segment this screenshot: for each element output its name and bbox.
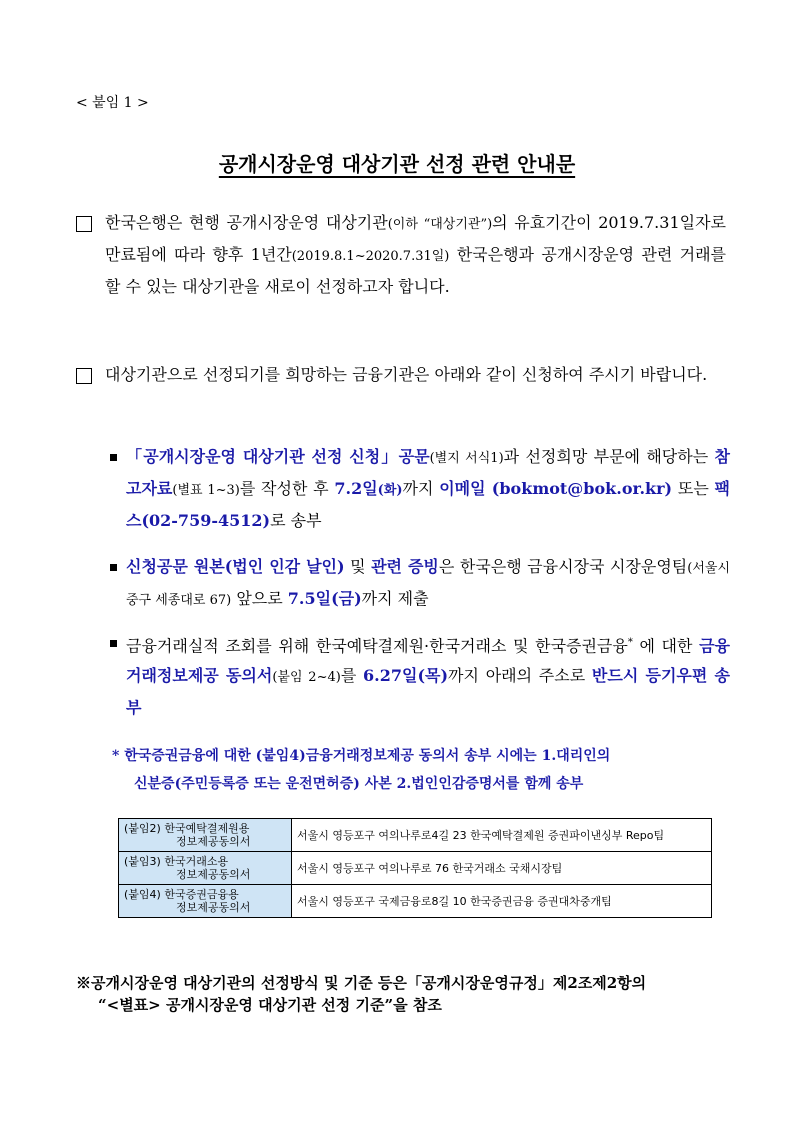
bullet-square-icon: [110, 564, 117, 571]
reference-note: ※공개시장운영 대상기관의 선정방식 및 기준 등은「공개시장운영규정」제2조제2항의 “<별표> 공개시장운영 대상기관 선정 기준”을 참조: [76, 974, 647, 1014]
page-title: 공개시장운영 대상기관 선정 관련 안내문: [218, 152, 576, 176]
attachment-label: < 붙임 1 >: [76, 95, 149, 111]
email-link[interactable]: 이메일 (bokmot@bok.or.kr): [439, 479, 673, 498]
table-row: [119, 819, 712, 852]
footnote: * 한국증권금융에 대한 (붙임4)금융거래정보제공 동의서 송부 시에는 1.대리인의 신분증(주민등록증 또는 운전면허증) 사본 2.법인인감증명서를 함께 송부: [112, 748, 611, 792]
table-address-cell: 서울시 영등포구 국제금융로8길 10 한국증권금융 증권대차중개팀: [292, 885, 712, 918]
table-key-cell: (붙임3) 한국거래소용 정보제공동의서: [119, 852, 292, 885]
bullet-item-consent: 금융거래실적 조회를 위해 한국예탁결제원·한국거래소 및 한국증권금융* 에 대한 금융거래정보제공 동의서(붙임 2~4)를 6.27일(목)까지 아래의 주소로 반드시 등기우편 송부: [110, 628, 730, 723]
bullet-square-icon: [110, 454, 117, 461]
checkbox-square-icon: [76, 216, 92, 232]
table-key-cell: (붙임4) 한국증권금융용 정보제공동의서: [119, 885, 292, 918]
bullet-item-application: 「공개시장운영 대상기관 선정 신청」공문(별지 서식1)과 선정희망 부문에 해당하는 참고자료(별표 1~3)를 작성한 후 7.2일(화)까지 이메일 (bokmot@bok.or.kr) 또는 팩스(02-759-4512)로 송부: [110, 442, 730, 536]
table-address-cell: 서울시 영등포구 여의나루로 76 한국거래소 국채시장팀: [292, 852, 712, 885]
bullet-square-icon: [110, 640, 117, 647]
attachments-table: [118, 818, 712, 918]
table-row: [119, 885, 712, 918]
bullet-item-original: 신청공문 원본(법인 인감 날인) 및 관련 증빙은 한국은행 금융시장국 시장운영팀(서울시 중구 세종대로 67) 앞으로 7.5일(금)까지 제출: [110, 552, 730, 616]
checkbox-square-icon: [76, 368, 92, 384]
table-row: [119, 852, 712, 885]
table-key-cell: (붙임2) 한국예탁결제원용 정보제공동의서: [119, 819, 292, 852]
table-address-cell: 서울시 영등포구 여의나루로4길 23 한국예탁결제원 증권파이낸싱부 Repo팀: [292, 819, 712, 852]
paragraph-intro: 한국은행은 현행 공개시장운영 대상기관(이하 “대상기관”)의 유효기간이 2019.7.31일자로 만료됨에 따라 향후 1년간(2019.8.1~2020.7.31일) 한국은행과 공개시장운영 관련 거래를 할 수 있는 대상기관을 새로이 선정하고자 합니다.: [76, 208, 726, 302]
paragraph-request: 대상기관으로 선정되기를 희망하는 금융기관은 아래와 같이 신청하여 주시기 바랍니다.: [76, 360, 726, 390]
